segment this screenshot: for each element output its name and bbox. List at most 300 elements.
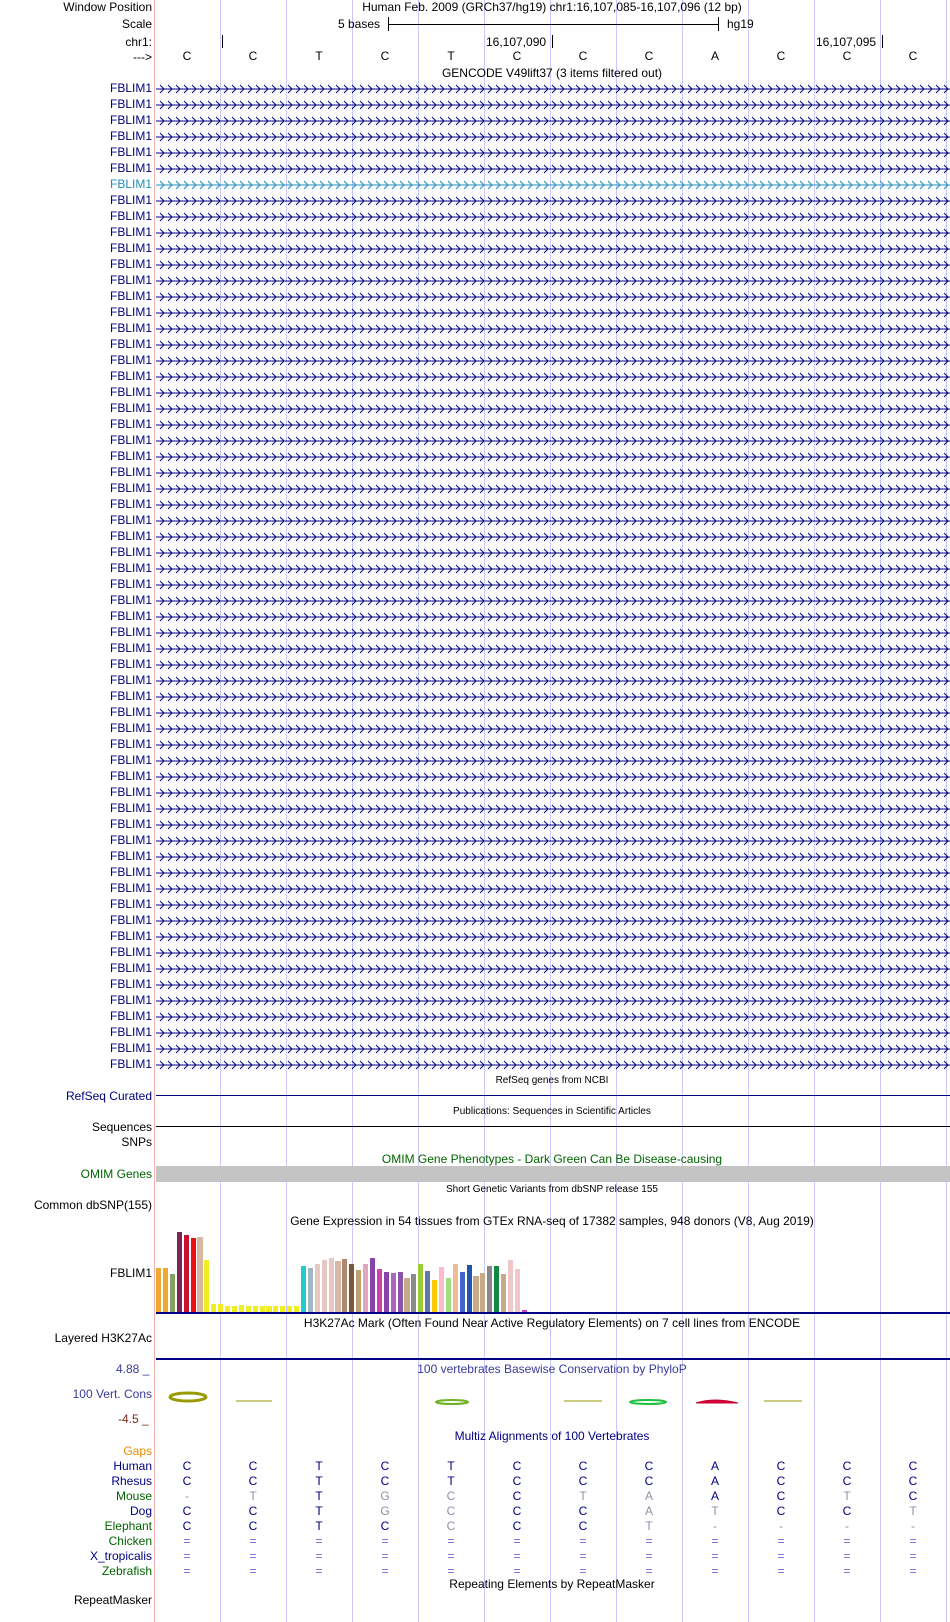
- gencode-transcript-label[interactable]: FBLIM1: [109, 1057, 152, 1071]
- multiz-species-label[interactable]: Chicken: [108, 1534, 152, 1548]
- gencode-transcript-feature[interactable]: [156, 722, 950, 736]
- gtex-tissue-bar[interactable]: [191, 1238, 196, 1312]
- publications-snps-label[interactable]: SNPs: [121, 1135, 152, 1149]
- multiz-base: =: [843, 1549, 851, 1563]
- multiz-base: C: [446, 1519, 456, 1533]
- gencode-transcript-label[interactable]: FBLIM1: [109, 369, 152, 383]
- gencode-transcript-feature[interactable]: [156, 850, 950, 864]
- multiz-base: C: [908, 1489, 918, 1503]
- multiz-species-label[interactable]: Rhesus: [111, 1474, 152, 1488]
- base-letter: C: [182, 49, 192, 63]
- multiz-base: C: [842, 1459, 852, 1473]
- gencode-transcript-label[interactable]: FBLIM1: [109, 961, 152, 975]
- multiz-base: A: [710, 1474, 720, 1488]
- gencode-transcript-feature[interactable]: [156, 226, 950, 240]
- multiz-base: -: [779, 1519, 783, 1533]
- gencode-transcript-feature[interactable]: [156, 434, 950, 448]
- gtex-tissue-bar[interactable]: [480, 1273, 485, 1312]
- multiz-track-title[interactable]: Multiz Alignments of 100 Vertebrates: [454, 1429, 650, 1443]
- dbsnp-track-title[interactable]: Short Genetic Variants from dbSNP release 155: [446, 1184, 658, 1195]
- scale-bar-left-cap: [388, 17, 389, 31]
- multiz-base: =: [579, 1549, 587, 1563]
- gtex-tissue-bar[interactable]: [425, 1271, 430, 1312]
- gencode-transcript-label[interactable]: FBLIM1: [109, 865, 152, 879]
- multiz-base: C: [512, 1459, 522, 1473]
- omim-gene-bar[interactable]: [156, 1166, 950, 1182]
- gencode-transcript-feature[interactable]: [156, 962, 950, 976]
- ruler-tick-label-2: 16,107,095: [816, 35, 877, 49]
- omim-track-label[interactable]: OMIM Genes: [80, 1167, 152, 1181]
- gencode-transcript-label[interactable]: FBLIM1: [109, 289, 152, 303]
- gtex-tissue-bar[interactable]: [501, 1274, 506, 1312]
- multiz-base: C: [512, 1474, 522, 1488]
- gtex-tissue-bar[interactable]: [453, 1264, 458, 1312]
- gencode-transcript-label[interactable]: FBLIM1: [109, 305, 152, 319]
- gencode-transcript-label[interactable]: FBLIM1: [109, 689, 152, 703]
- repeatmasker-track-title[interactable]: Repeating Elements by RepeatMasker: [449, 1577, 655, 1591]
- gencode-transcript-label[interactable]: FBLIM1: [109, 209, 152, 223]
- multiz-base: A: [644, 1489, 654, 1503]
- gencode-transcript-label[interactable]: FBLIM1: [109, 177, 152, 191]
- multiz-base: =: [381, 1564, 389, 1578]
- multiz-base: =: [249, 1564, 257, 1578]
- gtex-tissue-bar[interactable]: [467, 1265, 472, 1312]
- gencode-transcript-label[interactable]: FBLIM1: [109, 833, 152, 847]
- gencode-transcript-label[interactable]: FBLIM1: [109, 641, 152, 655]
- ruler-tick-minor: [222, 35, 223, 48]
- gtex-tissue-bar[interactable]: [473, 1276, 478, 1312]
- phylop-negative-6: [696, 1400, 738, 1403]
- publications-sequences-label[interactable]: Sequences: [91, 1120, 152, 1134]
- gencode-transcript-label[interactable]: FBLIM1: [109, 785, 152, 799]
- gtex-tissue-bar[interactable]: [432, 1280, 437, 1312]
- multiz-base: T: [315, 1474, 323, 1488]
- multiz-base: C: [578, 1504, 588, 1518]
- multiz-base: C: [248, 1474, 258, 1488]
- gencode-transcript-feature[interactable]: [156, 786, 950, 800]
- multiz-base: C: [578, 1459, 588, 1473]
- gencode-transcript-label[interactable]: FBLIM1: [109, 161, 152, 175]
- dbsnp-track-label[interactable]: Common dbSNP(155): [33, 1198, 152, 1212]
- gencode-transcript-label[interactable]: FBLIM1: [109, 897, 152, 911]
- gencode-transcript-feature[interactable]: [156, 978, 950, 992]
- scale-text: 5 bases: [338, 17, 381, 31]
- gencode-transcript-label[interactable]: FBLIM1: [109, 881, 152, 895]
- multiz-base: T: [579, 1489, 587, 1503]
- refseq-gene-line[interactable]: [156, 1095, 950, 1096]
- phylop-conservation-plot[interactable]: [156, 1384, 950, 1420]
- gtex-tissue-bar[interactable]: [177, 1232, 182, 1312]
- gencode-transcript-feature[interactable]: [156, 402, 950, 416]
- gencode-transcript-label[interactable]: FBLIM1: [109, 337, 152, 351]
- gtex-tissue-bar[interactable]: [460, 1272, 465, 1312]
- phylop-peak-1: [170, 1393, 206, 1401]
- gtex-tissue-bar[interactable]: [494, 1266, 499, 1312]
- multiz-base: C: [776, 1474, 786, 1488]
- multiz-base: =: [645, 1549, 653, 1563]
- multiz-base: =: [645, 1564, 653, 1578]
- gtex-tissue-bar[interactable]: [163, 1268, 168, 1312]
- gtex-expression-chart[interactable]: [156, 1228, 950, 1312]
- gencode-transcript-feature[interactable]: [156, 802, 950, 816]
- gencode-transcript-feature[interactable]: [156, 1042, 950, 1056]
- multiz-base: C: [182, 1459, 192, 1473]
- base-letter: A: [710, 49, 720, 63]
- gtex-tissue-bar[interactable]: [335, 1261, 340, 1312]
- gencode-transcript-feature[interactable]: [156, 370, 950, 384]
- multiz-base: A: [710, 1459, 720, 1473]
- gencode-transcript-label[interactable]: FBLIM1: [109, 849, 152, 863]
- gencode-transcript-label[interactable]: FBLIM1: [109, 561, 152, 575]
- ruler-tick-1: [552, 35, 553, 48]
- gencode-transcript-feature[interactable]: [156, 418, 950, 432]
- gencode-transcript-label[interactable]: FBLIM1: [109, 577, 152, 591]
- gtex-tissue-bar[interactable]: [197, 1237, 202, 1312]
- gencode-transcript-label[interactable]: FBLIM1: [109, 929, 152, 943]
- gencode-transcript-feature[interactable]: [156, 98, 950, 112]
- refseq-track-title[interactable]: RefSeq genes from NCBI: [495, 1075, 609, 1086]
- multiz-species-label[interactable]: Mouse: [115, 1489, 152, 1503]
- multiz-base: =: [315, 1534, 323, 1548]
- gencode-transcript-label[interactable]: FBLIM1: [109, 945, 152, 959]
- window-position-label: Window Position: [63, 0, 152, 14]
- multiz-species-label[interactable]: X_tropicalis: [89, 1549, 152, 1563]
- refseq-track-label[interactable]: RefSeq Curated: [65, 1089, 152, 1103]
- gencode-transcript-feature[interactable]: [156, 914, 950, 928]
- gencode-transcript-feature[interactable]: [156, 674, 950, 688]
- gtex-tissue-bar[interactable]: [356, 1270, 361, 1312]
- base-letter: C: [908, 49, 918, 63]
- h3k27ac-track-title[interactable]: H3K27Ac Mark (Often Found Near Active Regulatory Elements) on 7 cell lines from ENCODE: [303, 1316, 801, 1330]
- gencode-transcript-label[interactable]: FBLIM1: [109, 145, 152, 159]
- multiz-base: C: [842, 1504, 852, 1518]
- gencode-transcript-label[interactable]: FBLIM1: [109, 97, 152, 111]
- gtex-tissue-bar[interactable]: [515, 1269, 520, 1312]
- gencode-transcript-label[interactable]: FBLIM1: [109, 721, 152, 735]
- gtex-track-title[interactable]: Gene Expression in 54 tissues from GTEx RNA-seq of 17382 samples, 948 donors (V8, Aug 2019): [290, 1214, 814, 1228]
- gencode-transcript-feature[interactable]: [156, 882, 950, 896]
- gencode-transcript-feature[interactable]: [156, 82, 950, 96]
- gencode-transcript-label[interactable]: FBLIM1: [109, 353, 152, 367]
- multiz-base: T: [909, 1504, 917, 1518]
- gtex-tissue-bar[interactable]: [363, 1264, 368, 1312]
- gencode-transcript-feature[interactable]: [156, 562, 950, 576]
- multiz-base: T: [315, 1504, 323, 1518]
- multiz-base: =: [777, 1549, 785, 1563]
- multiz-gaps-label[interactable]: Gaps: [123, 1444, 152, 1458]
- multiz-base: =: [777, 1534, 785, 1548]
- gencode-transcript-label[interactable]: FBLIM1: [109, 737, 152, 751]
- gencode-transcript-label[interactable]: FBLIM1: [109, 817, 152, 831]
- gencode-transcript-feature[interactable]: [156, 546, 950, 560]
- multiz-base: =: [579, 1564, 587, 1578]
- multiz-base: C: [908, 1459, 918, 1473]
- gencode-transcript-label[interactable]: FBLIM1: [109, 1025, 152, 1039]
- gencode-transcript-label[interactable]: FBLIM1: [109, 769, 152, 783]
- multiz-base: =: [843, 1534, 851, 1548]
- gencode-transcript-label[interactable]: FBLIM1: [109, 385, 152, 399]
- base-letter: C: [512, 49, 522, 63]
- gencode-transcript-feature[interactable]: [156, 594, 950, 608]
- gencode-transcript-feature[interactable]: [156, 354, 950, 368]
- gencode-transcript-feature[interactable]: [156, 274, 950, 288]
- gencode-transcript-feature[interactable]: [156, 306, 950, 320]
- gtex-tissue-bar[interactable]: [322, 1260, 327, 1312]
- gtex-tissue-bar[interactable]: [329, 1258, 334, 1312]
- gencode-transcript-label[interactable]: FBLIM1: [109, 449, 152, 463]
- multiz-base: =: [447, 1564, 455, 1578]
- multiz-species-label[interactable]: Zebrafish: [101, 1564, 152, 1578]
- gencode-transcript-label[interactable]: FBLIM1: [109, 257, 152, 271]
- multiz-base: T: [447, 1459, 455, 1473]
- gencode-transcript-feature[interactable]: [156, 930, 950, 944]
- gtex-tissue-bar[interactable]: [308, 1268, 313, 1312]
- multiz-base: T: [447, 1474, 455, 1488]
- multiz-species-label[interactable]: Dog: [129, 1504, 152, 1518]
- assembly-title[interactable]: Human Feb. 2009 (GRCh37/hg19) chr1:16,107,085-16,107,096 (12 bp): [362, 0, 742, 14]
- gencode-transcript-label[interactable]: FBLIM1: [109, 81, 152, 95]
- gencode-transcript-label[interactable]: FBLIM1: [109, 321, 152, 335]
- omim-track-title[interactable]: OMIM Gene Phenotypes - Dark Green Can Be Disease-causing: [381, 1152, 723, 1166]
- gencode-transcript-feature[interactable]: [156, 386, 950, 400]
- gtex-tissue-bar[interactable]: [204, 1260, 209, 1312]
- gencode-transcript-feature[interactable]: [156, 146, 950, 160]
- multiz-base: -: [845, 1519, 849, 1533]
- gtex-tissue-bar[interactable]: [508, 1260, 513, 1312]
- gencode-transcript-feature[interactable]: [156, 450, 950, 464]
- base-letter: C: [578, 49, 588, 63]
- gtex-tissue-bar[interactable]: [411, 1274, 416, 1312]
- gtex-tissue-bar[interactable]: [156, 1268, 161, 1312]
- gencode-transcript-feature[interactable]: [156, 498, 950, 512]
- gencode-transcript-label[interactable]: FBLIM1: [109, 481, 152, 495]
- gencode-transcript-label[interactable]: FBLIM1: [109, 513, 152, 527]
- gencode-transcript-feature[interactable]: [156, 338, 950, 352]
- gencode-transcript-label[interactable]: FBLIM1: [109, 545, 152, 559]
- multiz-base: =: [183, 1549, 191, 1563]
- multiz-base: C: [380, 1474, 390, 1488]
- gencode-transcript-feature[interactable]: [156, 738, 950, 752]
- gencode-transcript-label[interactable]: FBLIM1: [109, 129, 152, 143]
- gencode-transcript-feature[interactable]: [156, 530, 950, 544]
- gencode-transcript-label[interactable]: FBLIM1: [109, 225, 152, 239]
- gencode-transcript-feature[interactable]: [156, 258, 950, 272]
- phylop-track-title[interactable]: 100 vertebrates Basewise Conservation by PhyloP: [417, 1362, 687, 1376]
- gencode-transcript-label[interactable]: FBLIM1: [109, 113, 152, 127]
- gencode-transcript-feature[interactable]: [156, 466, 950, 480]
- multiz-base: C: [512, 1489, 522, 1503]
- gencode-transcript-feature[interactable]: [156, 994, 950, 1008]
- gtex-tissue-bar[interactable]: [398, 1272, 403, 1312]
- base-letter: C: [248, 49, 258, 63]
- gencode-transcript-label[interactable]: FBLIM1: [109, 913, 152, 927]
- gtex-tissue-bar[interactable]: [418, 1264, 423, 1312]
- gencode-transcript-label[interactable]: FBLIM1: [109, 497, 152, 511]
- gencode-transcript-feature[interactable]: [156, 178, 950, 192]
- multiz-base: =: [579, 1534, 587, 1548]
- gtex-tissue-bar[interactable]: [391, 1273, 396, 1312]
- multiz-base: C: [446, 1489, 456, 1503]
- multiz-base: =: [249, 1549, 257, 1563]
- gencode-transcript-feature[interactable]: [156, 690, 950, 704]
- gencode-transcript-feature[interactable]: [156, 1058, 950, 1072]
- base-letter: C: [842, 49, 852, 63]
- gtex-tissue-bar[interactable]: [315, 1264, 320, 1312]
- gencode-transcript-label[interactable]: FBLIM1: [109, 273, 152, 287]
- multiz-base: T: [315, 1519, 323, 1533]
- multiz-base: C: [380, 1459, 390, 1473]
- base-letter: C: [644, 49, 654, 63]
- publications-track-title[interactable]: Publications: Sequences in Scientific Articles: [453, 1106, 651, 1117]
- multiz-base: =: [381, 1534, 389, 1548]
- multiz-base: C: [776, 1504, 786, 1518]
- gtex-tissue-bar[interactable]: [439, 1267, 444, 1312]
- multiz-base: =: [843, 1564, 851, 1578]
- gencode-transcript-label[interactable]: FBLIM1: [109, 465, 152, 479]
- gencode-transcript-feature[interactable]: [156, 626, 950, 640]
- gencode-transcript-label[interactable]: FBLIM1: [109, 657, 152, 671]
- multiz-base: C: [182, 1474, 192, 1488]
- h3k27ac-track-label[interactable]: Layered H3K27Ac: [54, 1331, 152, 1345]
- gtex-tissue-bar[interactable]: [377, 1269, 382, 1312]
- gencode-transcript-label[interactable]: FBLIM1: [109, 1041, 152, 1055]
- multiz-base: C: [248, 1459, 258, 1473]
- multiz-base: =: [249, 1534, 257, 1548]
- gencode-transcript-feature[interactable]: [156, 610, 950, 624]
- multiz-base: C: [248, 1504, 258, 1518]
- multiz-base: =: [513, 1534, 521, 1548]
- gencode-transcript-feature[interactable]: [156, 242, 950, 256]
- scale-bar-right-cap: [718, 17, 719, 31]
- gtex-tissue-bar[interactable]: [211, 1304, 216, 1312]
- multiz-base: T: [315, 1459, 323, 1473]
- multiz-species-label[interactable]: Human: [113, 1459, 152, 1473]
- gencode-transcript-feature[interactable]: [156, 946, 950, 960]
- multiz-base: =: [909, 1534, 917, 1548]
- gencode-transcript-label[interactable]: FBLIM1: [109, 593, 152, 607]
- multiz-base: C: [776, 1489, 786, 1503]
- gencode-transcript-label[interactable]: FBLIM1: [109, 401, 152, 415]
- repeatmasker-track-label[interactable]: RepeatMasker: [73, 1593, 152, 1607]
- scale-bar: [388, 24, 718, 25]
- gencode-transcript-label[interactable]: FBLIM1: [109, 433, 152, 447]
- gencode-transcript-feature[interactable]: [156, 754, 950, 768]
- gencode-transcript-feature[interactable]: [156, 578, 950, 592]
- gtex-tissue-bar[interactable]: [218, 1304, 223, 1312]
- multiz-base: C: [908, 1474, 918, 1488]
- gtex-tissue-bar[interactable]: [349, 1264, 354, 1312]
- multiz-base: =: [513, 1549, 521, 1563]
- gencode-transcript-feature[interactable]: [156, 482, 950, 496]
- gtex-track-label[interactable]: FBLIM1: [109, 1266, 152, 1280]
- multiz-base: T: [315, 1489, 323, 1503]
- multiz-base: A: [710, 1489, 720, 1503]
- gtex-tissue-bar[interactable]: [184, 1235, 189, 1312]
- gtex-tissue-bar[interactable]: [342, 1259, 347, 1312]
- multiz-base: =: [183, 1534, 191, 1548]
- gtex-tissue-bar[interactable]: [301, 1266, 306, 1312]
- phylop-track-label[interactable]: 100 Vert. Cons: [72, 1387, 152, 1401]
- gencode-transcript-label[interactable]: FBLIM1: [109, 529, 152, 543]
- gencode-transcript-feature[interactable]: [156, 210, 950, 224]
- gencode-transcript-feature[interactable]: [156, 658, 950, 672]
- gencode-transcript-feature[interactable]: [156, 162, 950, 176]
- gencode-transcript-feature[interactable]: [156, 642, 950, 656]
- multiz-base: =: [711, 1534, 719, 1548]
- multiz-base: C: [248, 1519, 258, 1533]
- gencode-transcript-label[interactable]: FBLIM1: [109, 705, 152, 719]
- gencode-transcript-label[interactable]: FBLIM1: [109, 193, 152, 207]
- multiz-base: C: [842, 1474, 852, 1488]
- gencode-transcript-feature[interactable]: [156, 290, 950, 304]
- gencode-transcript-feature[interactable]: [156, 898, 950, 912]
- multiz-base: =: [711, 1549, 719, 1563]
- ruler-tick-label-1: 16,107,090: [486, 35, 547, 49]
- gencode-transcript-label[interactable]: FBLIM1: [109, 241, 152, 255]
- gencode-transcript-feature[interactable]: [156, 770, 950, 784]
- gtex-baseline: [156, 1312, 950, 1314]
- gencode-transcript-label[interactable]: FBLIM1: [109, 625, 152, 639]
- gencode-transcript-label[interactable]: FBLIM1: [109, 1009, 152, 1023]
- gtex-tissue-bar[interactable]: [446, 1278, 451, 1312]
- multiz-base: C: [644, 1474, 654, 1488]
- gencode-transcript-label[interactable]: FBLIM1: [109, 673, 152, 687]
- gencode-transcript-label[interactable]: FBLIM1: [109, 609, 152, 623]
- multiz-base: A: [644, 1504, 654, 1518]
- gencode-transcript-label[interactable]: FBLIM1: [109, 753, 152, 767]
- gtex-tissue-bar[interactable]: [487, 1266, 492, 1312]
- multiz-species-label[interactable]: Elephant: [104, 1519, 152, 1533]
- gencode-transcript-label[interactable]: FBLIM1: [109, 993, 152, 1007]
- phylop-min-label: -4.5 _: [118, 1412, 149, 1426]
- gencode-transcript-feature[interactable]: [156, 1010, 950, 1024]
- gtex-tissue-bar[interactable]: [170, 1274, 175, 1312]
- gencode-transcript-feature[interactable]: [156, 194, 950, 208]
- publications-sequence-line[interactable]: [156, 1126, 950, 1127]
- multiz-base: =: [447, 1549, 455, 1563]
- multiz-base: C: [578, 1519, 588, 1533]
- gencode-transcript-feature[interactable]: [156, 114, 950, 128]
- gencode-transcript-feature[interactable]: [156, 1026, 950, 1040]
- multiz-base: C: [578, 1474, 588, 1488]
- gencode-transcript-feature[interactable]: [156, 834, 950, 848]
- gencode-transcript-label[interactable]: FBLIM1: [109, 801, 152, 815]
- gencode-transcript-feature[interactable]: [156, 866, 950, 880]
- phylop-mark-3: [436, 1400, 468, 1404]
- multiz-base: =: [183, 1564, 191, 1578]
- gtex-tissue-bar[interactable]: [384, 1272, 389, 1312]
- gencode-transcript-label[interactable]: FBLIM1: [109, 977, 152, 991]
- multiz-base: =: [777, 1564, 785, 1578]
- gencode-transcript-feature[interactable]: [156, 514, 950, 528]
- gtex-tissue-bar[interactable]: [239, 1305, 244, 1312]
- multiz-base: G: [380, 1504, 390, 1518]
- multiz-base: =: [315, 1549, 323, 1563]
- gencode-transcript-feature[interactable]: [156, 706, 950, 720]
- gencode-transcript-feature[interactable]: [156, 818, 950, 832]
- gencode-transcript-feature[interactable]: [156, 130, 950, 144]
- gtex-tissue-bar[interactable]: [404, 1278, 409, 1312]
- multiz-base: T: [843, 1489, 851, 1503]
- multiz-base: G: [380, 1489, 390, 1503]
- gencode-track-title[interactable]: GENCODE V49lift37 (3 items filtered out): [441, 66, 663, 80]
- multiz-base: C: [776, 1459, 786, 1473]
- gencode-transcript-label[interactable]: FBLIM1: [109, 417, 152, 431]
- gencode-transcript-feature[interactable]: [156, 322, 950, 336]
- gtex-tissue-bar[interactable]: [370, 1258, 375, 1312]
- phylop-max-label: 4.88 _: [116, 1362, 150, 1376]
- multiz-base: T: [645, 1519, 653, 1533]
